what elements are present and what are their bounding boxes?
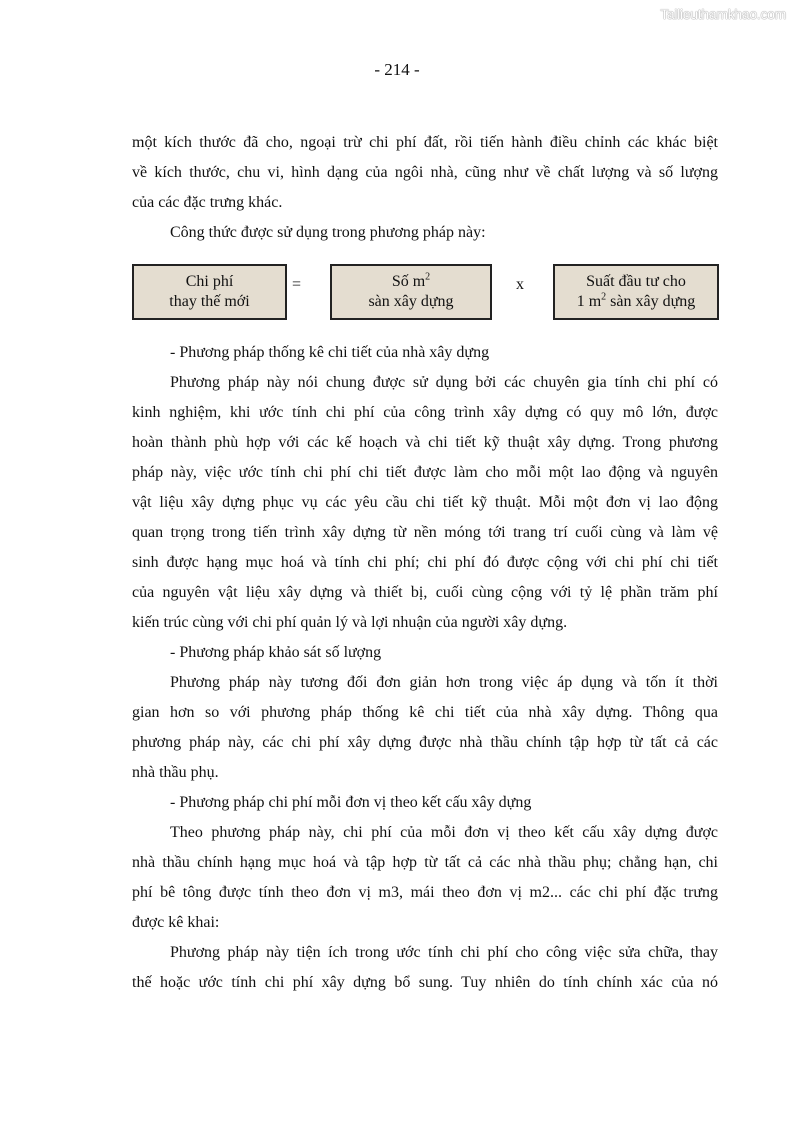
superscript: 2 [425, 271, 431, 283]
text-line: thế hoặc ước tính chi phí xây dựng bổ sung. Tuy nhiên do tính chính xác của nó [132, 974, 718, 991]
paragraph [132, 218, 718, 248]
text-after-formula [132, 338, 718, 998]
paragraph [132, 818, 718, 938]
formula-box-replacement-cost [132, 264, 287, 320]
text-line: kinh nghiệm, khi ước tính chi phí của công trình xây dựng có quy mô lớn, được [132, 404, 718, 421]
page-number: - 214 - [374, 60, 420, 79]
formula-box-floor-area [330, 264, 492, 320]
paragraph [132, 668, 718, 788]
equals-sign: = [292, 276, 302, 293]
text-line: - Phương pháp chi phí mỗi đơn vị theo kết cấu xây dựng [170, 794, 532, 811]
document-body [132, 128, 718, 998]
box-text: sàn xây dựng [606, 293, 696, 310]
text-line: phương pháp này, các chi phí xây dựng được nhà thầu chính tập hợp từ tất cả các [132, 734, 718, 751]
text-line: Phương pháp này tương đối đơn giản hơn trong việc áp dụng và tốn ít thời [170, 674, 718, 691]
text-line: nhà thầu chính hạng mục hoá và tập hợp từ tất cả các nhà thầu phụ; chẳng hạn, chi [132, 854, 718, 871]
text-line: được kê khai: [132, 914, 220, 931]
text-line: sinh được hạng mục hoá và tính chi phí; chi phí đó được cộng với chi phí chi tiết [132, 554, 718, 571]
text-line: - Phương pháp thống kê chi tiết của nhà xây dựng [170, 344, 490, 361]
times-sign: x [516, 276, 524, 293]
paragraph [132, 338, 718, 368]
text-line: một kích thước đã cho, ngoại trừ chi phí đất, rồi tiến hành điều chỉnh các khác biệt [132, 134, 718, 151]
text-line: phí bê tông được tính theo đơn vị m3, mái theo đơn vị m2... các chi phí đặc trưng [132, 884, 718, 901]
paragraph [132, 938, 718, 998]
box-line [555, 292, 717, 312]
box-line: sàn xây dựng [368, 293, 454, 310]
text-line: vật liệu xây dựng phục vụ các yêu cầu chi tiết kỹ thuật. Mỗi một đơn vị lao động [132, 494, 718, 511]
paragraph [132, 368, 718, 638]
box-line: thay thế mới [169, 293, 250, 310]
formula-box-unit-cost [553, 264, 719, 320]
text-line: - Phương pháp khảo sát số lượng [170, 644, 382, 661]
paragraph [132, 788, 718, 818]
text-line: quan trọng trong tiến trình xây dựng từ nền móng tới trang trí cuối cùng và làm vệ [132, 524, 718, 541]
paragraph [132, 638, 718, 668]
box-line: Suất đầu tư cho [586, 273, 686, 290]
text-line: Theo phương pháp này, chi phí của mỗi đơn vị theo kết cấu xây dựng được [170, 824, 718, 841]
box-text: Số m [391, 273, 426, 290]
text-line: gian hơn so với phương pháp thống kê chi tiết của nhà xây dựng. Thông qua [132, 704, 718, 721]
box-line: Chi phí [185, 273, 234, 290]
box-line [332, 272, 490, 292]
text-line: hoàn thành phù hợp với các kế hoạch và chi tiết kỹ thuật xây dựng. Trong phương [132, 434, 718, 451]
text-line: của các đặc trưng khác. [132, 194, 283, 211]
box-text: 1 m [576, 293, 602, 310]
text-line: Công thức được sử dụng trong phương pháp này: [170, 224, 486, 241]
text-line: về kích thước, chu vi, hình dạng của ngôi nhà, cũng như về chất lượng và số lượng [132, 164, 718, 181]
text-line: của nguyên vật liệu xây dựng và thiết bị, cuối cùng cộng với tỷ lệ phần trăm phí [132, 584, 718, 601]
text-line: kiến trúc cùng với chi phí quản lý và lợi nhuận của người xây dựng. [132, 614, 568, 631]
formula [132, 248, 718, 338]
watermark: Tailieuthamkhao.com [660, 6, 786, 22]
text-line: Phương pháp này nói chung được sử dụng bởi các chuyên gia tính chi phí có [170, 374, 718, 391]
text-before-formula [132, 128, 718, 248]
text-line: nhà thầu phụ. [132, 764, 219, 781]
paragraph [132, 128, 718, 218]
text-line: pháp này, việc ước tính chi phí chi tiết được làm cho mỗi một lao động và nguyên [132, 464, 718, 481]
text-line: Phương pháp này tiện ích trong ước tính chi phí cho công việc sửa chữa, thay [170, 944, 718, 961]
superscript: 2 [601, 291, 607, 303]
